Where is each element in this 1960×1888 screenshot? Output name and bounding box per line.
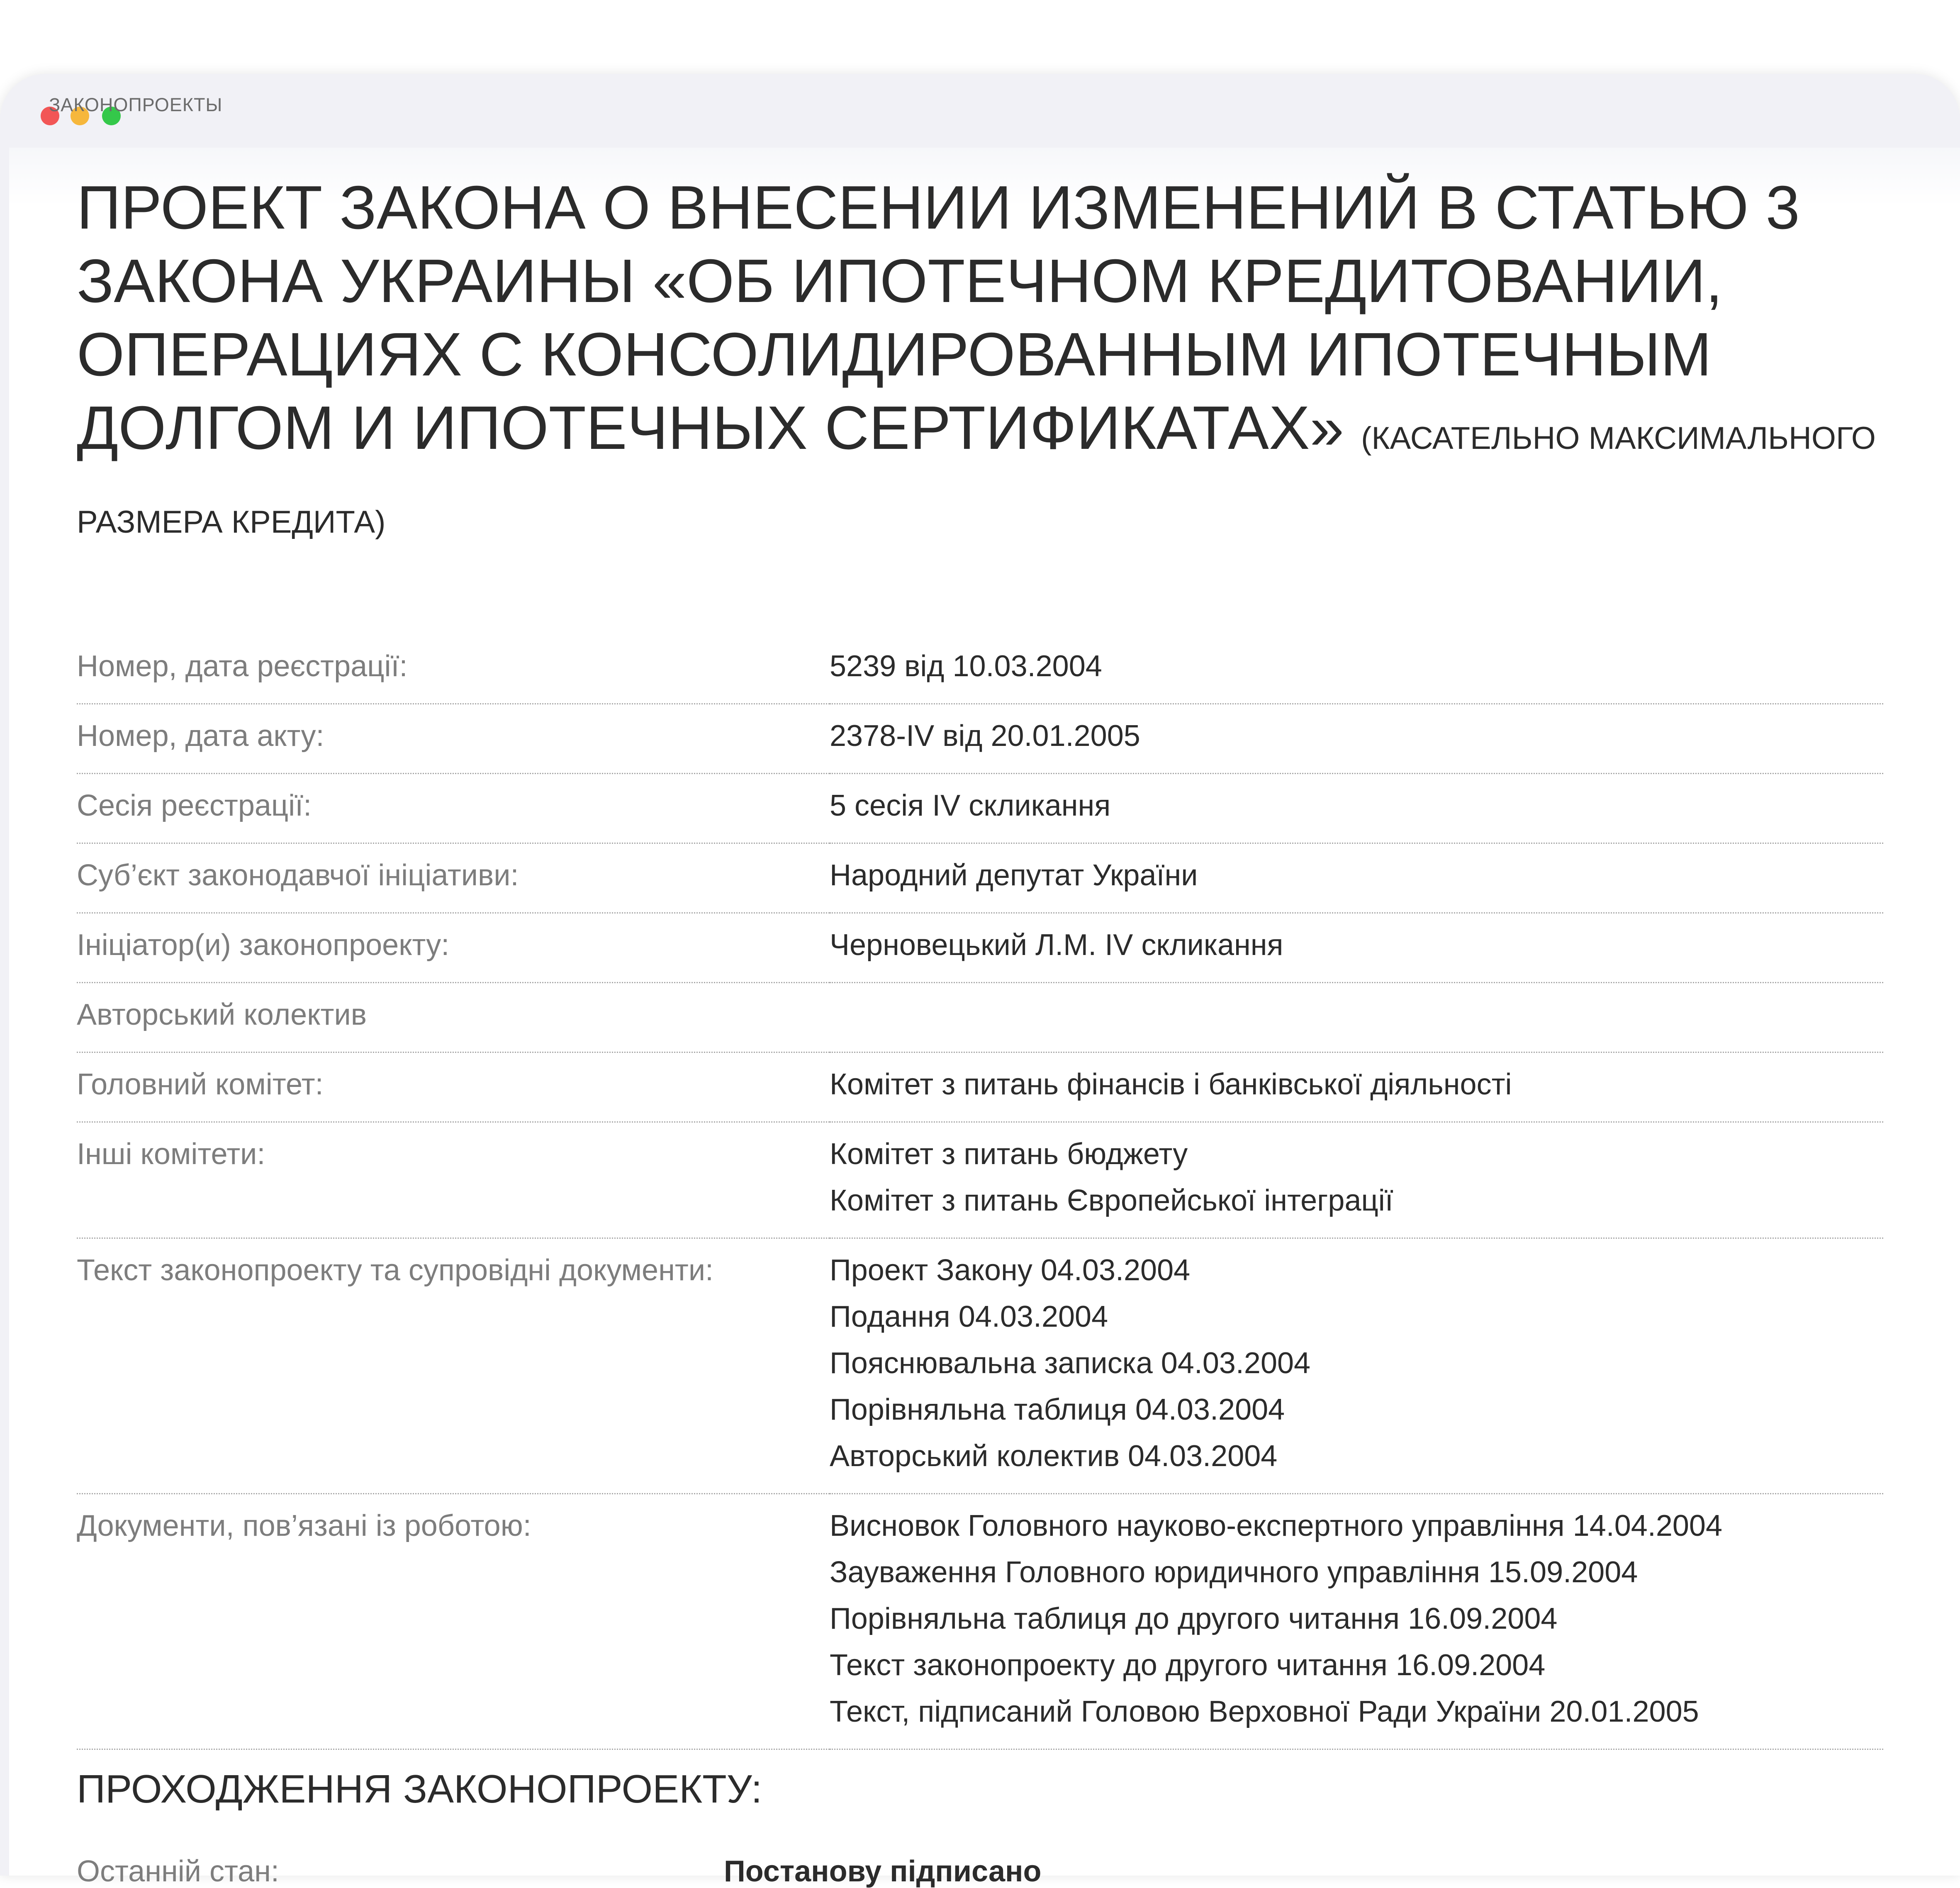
info-value-text: Народний депутат України (830, 859, 1198, 892)
info-value (830, 1238, 1883, 1494)
info-value (830, 774, 1883, 843)
document-link[interactable]: Подання 04.03.2004 (830, 1300, 1108, 1333)
info-row (77, 1122, 1883, 1238)
info-value (830, 704, 1883, 774)
info-row (77, 774, 1883, 843)
info-value (830, 635, 1883, 704)
document-link[interactable]: Зауваження Головного юридичного управління 15.09.2004 (830, 1556, 1638, 1589)
info-value (830, 1052, 1883, 1122)
document-link[interactable]: Комітет з питань бюджету (830, 1138, 1188, 1171)
bill-progress-heading: ПРОХОДЖЕННЯ ЗАКОНОПРОЕКТУ: (77, 1767, 762, 1811)
info-label: Текст законопроекту та супровідні документи: (77, 1254, 714, 1287)
page-title (77, 171, 1881, 559)
document-link[interactable]: Порівняльна таблиця до другого читання 16.09.2004 (830, 1602, 1558, 1635)
info-value (830, 983, 1883, 1052)
info-value-text: 5 сесія IV скликання (830, 789, 1111, 822)
info-label: Номер, дата акту: (77, 719, 324, 753)
document-link[interactable]: Текст законопроекту до другого читання 16.09.2004 (830, 1649, 1546, 1682)
info-value-text: 2378-IV від 20.01.2005 (830, 719, 1140, 753)
bill-info-table (77, 635, 1883, 1750)
document-link[interactable]: Пояснювальна записка 04.03.2004 (830, 1347, 1311, 1380)
document-link[interactable]: Порівняльна таблиця 04.03.2004 (830, 1393, 1285, 1426)
info-label: Авторський колектив (77, 998, 367, 1031)
document-link[interactable]: Текст, підписаний Головою Верховної Ради України 20.01.2005 (830, 1695, 1699, 1728)
breadcrumb-link[interactable]: ЗАКОНОПРОЕКТЫ (49, 94, 223, 115)
info-value-text: 5239 від 10.03.2004 (830, 650, 1102, 683)
document-link[interactable]: Комітет з питань Європейської інтеграції (830, 1184, 1393, 1217)
info-row (77, 1494, 1883, 1749)
last-status-value: Постанову підписано (724, 1855, 1042, 1888)
document-link[interactable]: Авторський колектив 04.03.2004 (830, 1440, 1278, 1473)
info-value (830, 913, 1883, 983)
page-title-main: ПРОЕКТ ЗАКОНА О ВНЕСЕНИИ ИЗМЕНЕНИЙ В СТАТЬЮ 3 ЗАКОНА УКРАИНЫ «ОБ ИПОТЕЧНОМ КРЕДИТОВАНИИ, ОПЕРАЦИЯХ С КОНСОЛИДИРОВАННЫМ ИПОТЕЧНЫМ ДОЛГОМ И ИПОТЕЧНЫХ СЕРТИФИКАТАХ» (77, 173, 1800, 462)
window-titlebar (0, 74, 1960, 148)
info-value (830, 1122, 1883, 1238)
info-label: Ініціатор(и) законопроекту: (77, 928, 450, 962)
info-row (77, 1238, 1883, 1494)
info-row (77, 704, 1883, 774)
info-label: Інші комітети: (77, 1138, 265, 1171)
info-row (77, 843, 1883, 913)
info-value-text: Комітет з питань фінансів і банківської діяльності (830, 1068, 1512, 1101)
info-value-text: Черновецький Л.М. IV скликання (830, 928, 1283, 962)
info-label: Головний комітет: (77, 1068, 324, 1101)
info-label: Сесія реєстрації: (77, 789, 312, 822)
last-status-label: Останній стан: (77, 1855, 279, 1888)
page-title-subtitle: (КАСАТЕЛЬНО МАКСИМАЛЬНОГО РАЗМЕРА КРЕДИТА) (77, 421, 1876, 540)
info-row (77, 983, 1883, 1052)
info-label: Суб’єкт законодавчої ініціативи: (77, 859, 519, 892)
info-label: Номер, дата реєстрації: (77, 650, 408, 683)
info-row (77, 1052, 1883, 1122)
document-link[interactable]: Висновок Головного науково-експертного управління 14.04.2004 (830, 1509, 1723, 1542)
info-row (77, 635, 1883, 704)
info-row (77, 913, 1883, 983)
document-link[interactable]: Проект Закону 04.03.2004 (830, 1254, 1191, 1287)
info-value (830, 1494, 1883, 1749)
info-value (830, 843, 1883, 913)
info-label: Документи, пов’язані із роботою: (77, 1509, 531, 1542)
